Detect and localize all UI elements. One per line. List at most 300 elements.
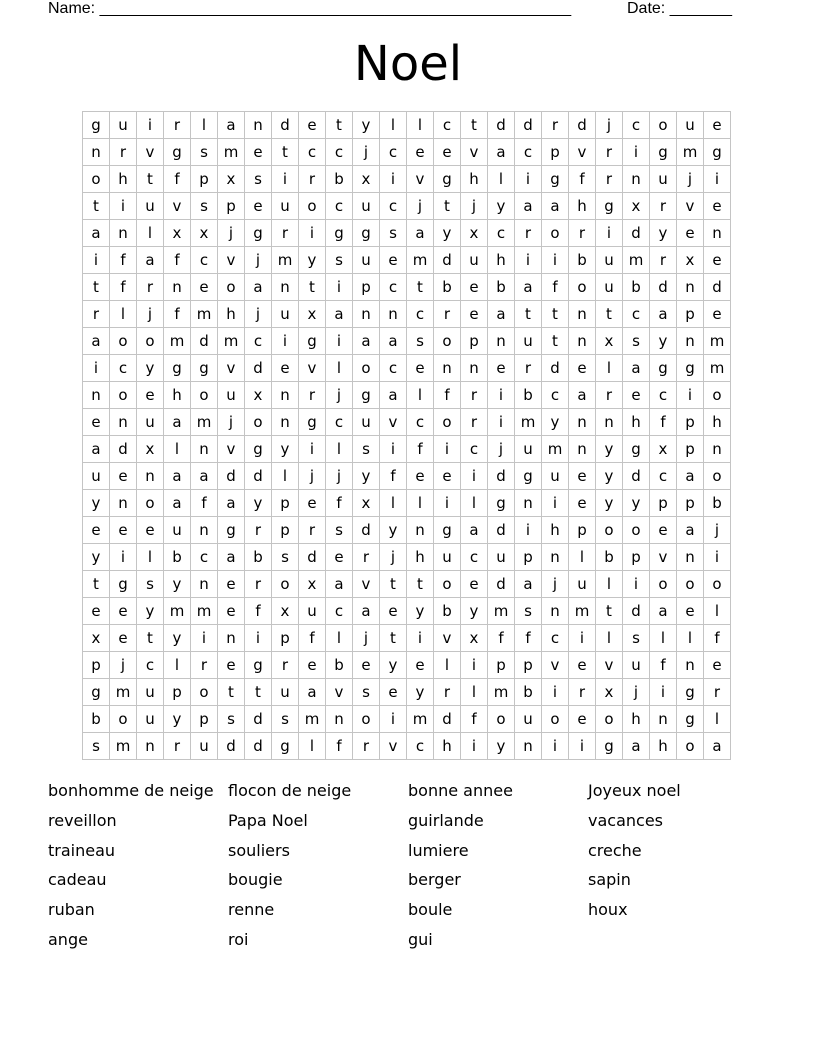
grid-cell[interactable]: e xyxy=(704,301,731,328)
grid-cell[interactable]: h xyxy=(623,706,650,733)
grid-cell[interactable]: e xyxy=(704,652,731,679)
grid-cell[interactable]: c xyxy=(380,193,407,220)
grid-cell[interactable]: h xyxy=(650,733,677,760)
grid-cell[interactable]: y xyxy=(380,517,407,544)
grid-cell[interactable]: g xyxy=(353,382,380,409)
grid-cell[interactable]: y xyxy=(542,409,569,436)
grid-cell[interactable]: e xyxy=(704,193,731,220)
grid-cell[interactable]: s xyxy=(353,436,380,463)
grid-cell[interactable]: r xyxy=(164,733,191,760)
grid-cell[interactable]: f xyxy=(191,490,218,517)
grid-cell[interactable]: y xyxy=(164,625,191,652)
grid-cell[interactable]: r xyxy=(569,220,596,247)
grid-cell[interactable]: y xyxy=(596,463,623,490)
grid-cell[interactable]: r xyxy=(596,382,623,409)
grid-cell[interactable]: i xyxy=(326,328,353,355)
grid-cell[interactable]: e xyxy=(569,355,596,382)
grid-cell[interactable]: a xyxy=(218,544,245,571)
grid-cell[interactable]: p xyxy=(677,409,704,436)
grid-cell[interactable]: y xyxy=(596,490,623,517)
grid-cell[interactable]: v xyxy=(218,355,245,382)
grid-cell[interactable]: e xyxy=(407,652,434,679)
grid-cell[interactable]: n xyxy=(137,733,164,760)
grid-cell[interactable]: o xyxy=(677,571,704,598)
grid-cell[interactable]: g xyxy=(650,355,677,382)
grid-cell[interactable]: i xyxy=(299,436,326,463)
grid-cell[interactable]: o xyxy=(299,193,326,220)
grid-cell[interactable]: y xyxy=(137,598,164,625)
grid-cell[interactable]: l xyxy=(461,679,488,706)
grid-cell[interactable]: s xyxy=(137,571,164,598)
grid-cell[interactable]: c xyxy=(380,139,407,166)
grid-cell[interactable]: r xyxy=(191,652,218,679)
grid-cell[interactable]: u xyxy=(515,436,542,463)
grid-cell[interactable]: l xyxy=(326,355,353,382)
grid-cell[interactable]: h xyxy=(461,166,488,193)
grid-cell[interactable]: i xyxy=(569,733,596,760)
grid-cell[interactable]: m xyxy=(704,355,731,382)
grid-cell[interactable]: c xyxy=(326,409,353,436)
grid-cell[interactable]: y xyxy=(245,490,272,517)
grid-cell[interactable]: i xyxy=(110,193,137,220)
grid-cell[interactable]: v xyxy=(218,247,245,274)
grid-cell[interactable]: i xyxy=(191,625,218,652)
grid-cell[interactable]: m xyxy=(164,598,191,625)
grid-cell[interactable]: f xyxy=(110,247,137,274)
grid-cell[interactable]: a xyxy=(164,490,191,517)
grid-cell[interactable]: h xyxy=(623,409,650,436)
grid-cell[interactable]: p xyxy=(272,517,299,544)
grid-cell[interactable]: o xyxy=(218,274,245,301)
grid-cell[interactable]: f xyxy=(650,652,677,679)
grid-cell[interactable]: e xyxy=(704,112,731,139)
grid-cell[interactable]: m xyxy=(623,247,650,274)
grid-cell[interactable]: j xyxy=(299,463,326,490)
grid-cell[interactable]: x xyxy=(164,220,191,247)
grid-cell[interactable]: h xyxy=(218,301,245,328)
grid-cell[interactable]: f xyxy=(515,625,542,652)
grid-cell[interactable]: y xyxy=(407,679,434,706)
grid-cell[interactable]: x xyxy=(461,625,488,652)
grid-cell[interactable]: g xyxy=(434,517,461,544)
grid-cell[interactable]: t xyxy=(407,274,434,301)
grid-cell[interactable]: t xyxy=(596,301,623,328)
grid-cell[interactable]: g xyxy=(596,193,623,220)
grid-cell[interactable]: l xyxy=(704,598,731,625)
grid-cell[interactable]: n xyxy=(650,706,677,733)
grid-cell[interactable]: t xyxy=(272,139,299,166)
grid-cell[interactable]: i xyxy=(488,382,515,409)
grid-cell[interactable]: c xyxy=(380,274,407,301)
grid-cell[interactable]: y xyxy=(353,463,380,490)
grid-cell[interactable]: n xyxy=(515,490,542,517)
grid-cell[interactable]: y xyxy=(353,112,380,139)
grid-cell[interactable]: d xyxy=(245,733,272,760)
grid-cell[interactable]: i xyxy=(623,571,650,598)
grid-cell[interactable]: u xyxy=(623,652,650,679)
grid-cell[interactable]: a xyxy=(542,193,569,220)
grid-cell[interactable]: l xyxy=(596,355,623,382)
grid-cell[interactable]: i xyxy=(650,679,677,706)
grid-cell[interactable]: e xyxy=(461,301,488,328)
grid-cell[interactable]: c xyxy=(245,328,272,355)
grid-cell[interactable]: f xyxy=(380,463,407,490)
grid-cell[interactable]: f xyxy=(299,625,326,652)
grid-cell[interactable]: x xyxy=(623,193,650,220)
grid-cell[interactable]: f xyxy=(569,166,596,193)
grid-cell[interactable]: n xyxy=(704,436,731,463)
grid-cell[interactable]: u xyxy=(542,463,569,490)
grid-cell[interactable]: u xyxy=(434,544,461,571)
grid-cell[interactable]: e xyxy=(83,517,110,544)
grid-cell[interactable]: e xyxy=(434,139,461,166)
grid-cell[interactable]: b xyxy=(164,544,191,571)
grid-cell[interactable]: a xyxy=(623,355,650,382)
grid-cell[interactable]: d xyxy=(245,355,272,382)
grid-cell[interactable]: l xyxy=(380,490,407,517)
grid-cell[interactable]: u xyxy=(164,517,191,544)
grid-cell[interactable]: l xyxy=(569,544,596,571)
grid-cell[interactable]: j xyxy=(326,463,353,490)
grid-cell[interactable]: f xyxy=(542,274,569,301)
grid-cell[interactable]: g xyxy=(596,733,623,760)
grid-cell[interactable]: m xyxy=(542,436,569,463)
grid-cell[interactable]: i xyxy=(515,166,542,193)
grid-cell[interactable]: c xyxy=(191,544,218,571)
grid-cell[interactable]: t xyxy=(83,274,110,301)
grid-cell[interactable]: o xyxy=(542,220,569,247)
grid-cell[interactable]: e xyxy=(353,652,380,679)
grid-cell[interactable]: i xyxy=(542,490,569,517)
grid-cell[interactable]: s xyxy=(326,247,353,274)
grid-cell[interactable]: x xyxy=(596,679,623,706)
grid-cell[interactable]: u xyxy=(191,733,218,760)
grid-cell[interactable]: s xyxy=(353,679,380,706)
grid-cell[interactable]: a xyxy=(137,247,164,274)
grid-cell[interactable]: g xyxy=(83,679,110,706)
grid-cell[interactable]: p xyxy=(83,652,110,679)
grid-cell[interactable]: b xyxy=(704,490,731,517)
grid-cell[interactable]: i xyxy=(488,409,515,436)
grid-cell[interactable]: v xyxy=(569,139,596,166)
grid-cell[interactable]: r xyxy=(515,355,542,382)
grid-cell[interactable]: g xyxy=(218,517,245,544)
grid-cell[interactable]: n xyxy=(83,139,110,166)
grid-cell[interactable]: s xyxy=(272,706,299,733)
grid-cell[interactable]: n xyxy=(569,301,596,328)
grid-cell[interactable]: g xyxy=(677,706,704,733)
grid-cell[interactable]: c xyxy=(380,355,407,382)
grid-cell[interactable]: g xyxy=(245,652,272,679)
grid-cell[interactable]: e xyxy=(299,490,326,517)
grid-cell[interactable]: j xyxy=(245,247,272,274)
grid-cell[interactable]: g xyxy=(353,220,380,247)
grid-cell[interactable]: e xyxy=(326,544,353,571)
grid-cell[interactable]: j xyxy=(542,571,569,598)
grid-cell[interactable]: g xyxy=(515,463,542,490)
grid-cell[interactable]: d xyxy=(569,112,596,139)
grid-cell[interactable]: j xyxy=(110,652,137,679)
grid-cell[interactable]: t xyxy=(137,625,164,652)
grid-cell[interactable]: o xyxy=(434,409,461,436)
grid-cell[interactable]: i xyxy=(137,112,164,139)
grid-cell[interactable]: n xyxy=(677,274,704,301)
grid-cell[interactable]: h xyxy=(488,247,515,274)
grid-cell[interactable]: i xyxy=(434,436,461,463)
grid-cell[interactable]: c xyxy=(137,652,164,679)
grid-cell[interactable]: p xyxy=(542,139,569,166)
grid-cell[interactable]: b xyxy=(623,274,650,301)
grid-cell[interactable]: m xyxy=(164,328,191,355)
grid-cell[interactable]: a xyxy=(704,733,731,760)
grid-cell[interactable]: y xyxy=(596,436,623,463)
grid-cell[interactable]: a xyxy=(218,490,245,517)
grid-cell[interactable]: c xyxy=(461,436,488,463)
grid-cell[interactable]: b xyxy=(83,706,110,733)
grid-cell[interactable]: o xyxy=(650,112,677,139)
grid-cell[interactable]: i xyxy=(461,652,488,679)
grid-cell[interactable]: m xyxy=(218,139,245,166)
grid-cell[interactable]: n xyxy=(569,436,596,463)
grid-cell[interactable]: a xyxy=(623,733,650,760)
grid-cell[interactable]: i xyxy=(569,625,596,652)
grid-cell[interactable]: l xyxy=(164,436,191,463)
grid-cell[interactable]: e xyxy=(299,112,326,139)
grid-cell[interactable]: e xyxy=(677,598,704,625)
grid-cell[interactable]: j xyxy=(353,625,380,652)
grid-cell[interactable]: n xyxy=(272,274,299,301)
grid-cell[interactable]: p xyxy=(515,652,542,679)
grid-cell[interactable]: l xyxy=(407,112,434,139)
grid-cell[interactable]: y xyxy=(434,220,461,247)
grid-cell[interactable]: i xyxy=(380,436,407,463)
grid-cell[interactable]: g xyxy=(164,355,191,382)
grid-cell[interactable]: r xyxy=(704,679,731,706)
grid-cell[interactable]: h xyxy=(569,193,596,220)
grid-cell[interactable]: n xyxy=(353,301,380,328)
grid-cell[interactable]: v xyxy=(461,139,488,166)
grid-cell[interactable]: f xyxy=(326,490,353,517)
grid-cell[interactable]: n xyxy=(542,544,569,571)
grid-cell[interactable]: o xyxy=(272,571,299,598)
grid-cell[interactable]: a xyxy=(353,328,380,355)
grid-cell[interactable]: n xyxy=(704,220,731,247)
grid-cell[interactable]: e xyxy=(83,409,110,436)
grid-cell[interactable]: r xyxy=(110,139,137,166)
grid-cell[interactable]: n xyxy=(83,382,110,409)
grid-cell[interactable]: f xyxy=(461,706,488,733)
grid-cell[interactable]: a xyxy=(326,301,353,328)
grid-cell[interactable]: l xyxy=(272,463,299,490)
grid-cell[interactable]: l xyxy=(380,112,407,139)
grid-cell[interactable]: d xyxy=(218,733,245,760)
grid-cell[interactable]: s xyxy=(191,139,218,166)
grid-cell[interactable]: e xyxy=(407,139,434,166)
grid-cell[interactable]: i xyxy=(245,625,272,652)
grid-cell[interactable]: r xyxy=(569,679,596,706)
grid-cell[interactable]: j xyxy=(623,679,650,706)
grid-cell[interactable]: v xyxy=(218,436,245,463)
grid-cell[interactable]: l xyxy=(596,571,623,598)
grid-cell[interactable]: d xyxy=(434,706,461,733)
grid-cell[interactable]: c xyxy=(488,220,515,247)
grid-cell[interactable]: l xyxy=(326,625,353,652)
grid-cell[interactable]: e xyxy=(569,706,596,733)
grid-cell[interactable]: g xyxy=(704,139,731,166)
grid-cell[interactable]: i xyxy=(704,166,731,193)
grid-cell[interactable]: i xyxy=(461,733,488,760)
grid-cell[interactable]: n xyxy=(110,220,137,247)
grid-cell[interactable]: r xyxy=(461,409,488,436)
grid-cell[interactable]: o xyxy=(488,706,515,733)
grid-cell[interactable]: g xyxy=(164,139,191,166)
grid-cell[interactable]: a xyxy=(83,436,110,463)
date-field-label[interactable]: Date: _______ xyxy=(627,0,732,17)
grid-cell[interactable]: c xyxy=(542,382,569,409)
grid-cell[interactable]: o xyxy=(110,382,137,409)
grid-cell[interactable]: a xyxy=(245,274,272,301)
grid-cell[interactable]: t xyxy=(515,301,542,328)
grid-cell[interactable]: l xyxy=(677,625,704,652)
grid-cell[interactable]: n xyxy=(623,166,650,193)
grid-cell[interactable]: x xyxy=(272,598,299,625)
grid-cell[interactable]: h xyxy=(110,166,137,193)
grid-cell[interactable]: g xyxy=(650,139,677,166)
grid-cell[interactable]: n xyxy=(191,571,218,598)
grid-cell[interactable]: n xyxy=(677,652,704,679)
grid-cell[interactable]: e xyxy=(569,652,596,679)
grid-cell[interactable]: c xyxy=(326,598,353,625)
grid-cell[interactable]: i xyxy=(542,247,569,274)
grid-cell[interactable]: n xyxy=(515,733,542,760)
grid-cell[interactable]: m xyxy=(191,598,218,625)
grid-cell[interactable]: n xyxy=(488,328,515,355)
grid-cell[interactable]: n xyxy=(596,409,623,436)
grid-cell[interactable]: l xyxy=(461,490,488,517)
grid-cell[interactable]: j xyxy=(353,139,380,166)
grid-cell[interactable]: n xyxy=(245,112,272,139)
grid-cell[interactable]: y xyxy=(164,571,191,598)
grid-cell[interactable]: i xyxy=(380,706,407,733)
grid-cell[interactable]: v xyxy=(380,409,407,436)
grid-cell[interactable]: l xyxy=(407,382,434,409)
grid-cell[interactable]: m xyxy=(677,139,704,166)
grid-cell[interactable]: i xyxy=(272,166,299,193)
grid-cell[interactable]: t xyxy=(380,571,407,598)
grid-cell[interactable]: a xyxy=(407,220,434,247)
grid-cell[interactable]: e xyxy=(569,490,596,517)
grid-cell[interactable]: e xyxy=(380,679,407,706)
grid-cell[interactable]: m xyxy=(704,328,731,355)
grid-cell[interactable]: x xyxy=(218,166,245,193)
grid-cell[interactable]: u xyxy=(110,112,137,139)
grid-cell[interactable]: l xyxy=(110,301,137,328)
grid-cell[interactable]: m xyxy=(191,409,218,436)
grid-cell[interactable]: p xyxy=(488,652,515,679)
grid-cell[interactable]: y xyxy=(623,490,650,517)
grid-cell[interactable]: e xyxy=(218,571,245,598)
grid-cell[interactable]: j xyxy=(488,436,515,463)
grid-cell[interactable]: y xyxy=(461,598,488,625)
grid-cell[interactable]: m xyxy=(272,247,299,274)
grid-cell[interactable]: u xyxy=(137,706,164,733)
grid-cell[interactable]: g xyxy=(272,733,299,760)
grid-cell[interactable]: l xyxy=(191,112,218,139)
grid-cell[interactable]: u xyxy=(353,247,380,274)
grid-cell[interactable]: y xyxy=(488,193,515,220)
grid-cell[interactable]: u xyxy=(137,679,164,706)
grid-cell[interactable]: e xyxy=(272,355,299,382)
grid-cell[interactable]: o xyxy=(434,328,461,355)
grid-cell[interactable]: c xyxy=(650,382,677,409)
grid-cell[interactable]: e xyxy=(380,247,407,274)
grid-cell[interactable]: d xyxy=(488,571,515,598)
grid-cell[interactable]: o xyxy=(83,166,110,193)
grid-cell[interactable]: m xyxy=(299,706,326,733)
grid-cell[interactable]: a xyxy=(380,328,407,355)
grid-cell[interactable]: m xyxy=(110,733,137,760)
grid-cell[interactable]: n xyxy=(272,409,299,436)
grid-cell[interactable]: f xyxy=(164,166,191,193)
grid-cell[interactable]: o xyxy=(191,382,218,409)
grid-cell[interactable]: a xyxy=(569,382,596,409)
grid-cell[interactable]: t xyxy=(83,193,110,220)
grid-cell[interactable]: h xyxy=(407,544,434,571)
grid-cell[interactable]: c xyxy=(191,247,218,274)
grid-cell[interactable]: s xyxy=(218,706,245,733)
grid-cell[interactable]: x xyxy=(353,490,380,517)
grid-cell[interactable]: g xyxy=(299,409,326,436)
grid-cell[interactable]: f xyxy=(326,733,353,760)
grid-cell[interactable]: r xyxy=(650,247,677,274)
grid-cell[interactable]: r xyxy=(461,382,488,409)
grid-cell[interactable]: p xyxy=(569,517,596,544)
grid-cell[interactable]: p xyxy=(677,436,704,463)
grid-cell[interactable]: e xyxy=(380,598,407,625)
grid-cell[interactable]: u xyxy=(461,247,488,274)
grid-cell[interactable]: u xyxy=(488,544,515,571)
grid-cell[interactable]: g xyxy=(326,220,353,247)
grid-cell[interactable]: f xyxy=(245,598,272,625)
grid-cell[interactable]: c xyxy=(542,625,569,652)
grid-cell[interactable]: l xyxy=(299,733,326,760)
grid-cell[interactable]: d xyxy=(623,220,650,247)
grid-cell[interactable]: b xyxy=(326,652,353,679)
grid-cell[interactable]: j xyxy=(326,382,353,409)
grid-cell[interactable]: u xyxy=(137,193,164,220)
grid-cell[interactable]: a xyxy=(677,517,704,544)
grid-cell[interactable]: t xyxy=(380,625,407,652)
grid-cell[interactable]: l xyxy=(407,490,434,517)
grid-cell[interactable]: r xyxy=(353,544,380,571)
grid-cell[interactable]: e xyxy=(110,598,137,625)
grid-cell[interactable]: i xyxy=(407,625,434,652)
grid-cell[interactable]: t xyxy=(542,301,569,328)
grid-cell[interactable]: b xyxy=(596,544,623,571)
grid-cell[interactable]: g xyxy=(245,436,272,463)
grid-cell[interactable]: m xyxy=(110,679,137,706)
grid-cell[interactable]: s xyxy=(191,193,218,220)
grid-cell[interactable]: x xyxy=(191,220,218,247)
grid-cell[interactable]: y xyxy=(137,355,164,382)
grid-cell[interactable]: r xyxy=(434,679,461,706)
grid-cell[interactable]: j xyxy=(137,301,164,328)
grid-cell[interactable]: o xyxy=(623,517,650,544)
grid-cell[interactable]: s xyxy=(623,625,650,652)
grid-cell[interactable]: d xyxy=(245,706,272,733)
grid-cell[interactable]: s xyxy=(623,328,650,355)
grid-cell[interactable]: r xyxy=(596,166,623,193)
